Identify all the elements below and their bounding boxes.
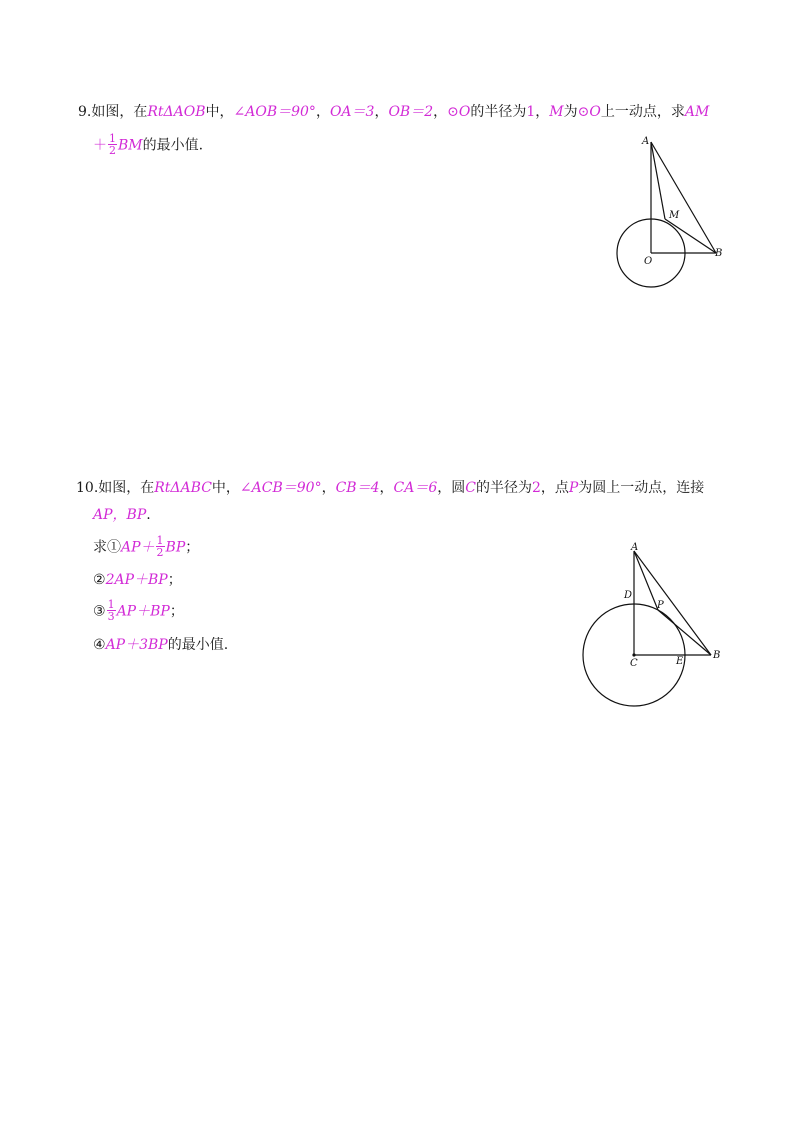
problem-9-ob: OB＝2 — [388, 104, 434, 120]
problem-9-on-circle: 为 — [563, 104, 578, 120]
question-4-prefix: ④ — [93, 637, 106, 653]
problem-9-mid: 中， — [205, 104, 234, 120]
problem-9-m-point: M — [549, 104, 564, 120]
separator: ， — [433, 104, 448, 120]
label-e: E — [676, 656, 684, 667]
problem-10-point-text: ，点 — [540, 480, 569, 496]
label-a: A — [642, 136, 650, 147]
problem-9-bm: BM — [118, 137, 143, 154]
question-1-end: ； — [185, 539, 200, 556]
problem-9-number: 9. — [78, 104, 92, 120]
question-1-prefix: 求① — [93, 539, 121, 556]
problem-10-angle: ∠ACB＝90° — [239, 480, 322, 496]
problem-10-question-3 — [93, 600, 184, 623]
problem-9-circle-2: ⊙O — [577, 104, 601, 120]
separator: ， — [535, 104, 550, 120]
segment-ab — [634, 551, 711, 655]
problem-9-fraction — [108, 133, 117, 156]
problem-10-triangle: RtΔABC — [154, 480, 212, 496]
problem-10-ap-bp: AP，BP — [93, 507, 147, 523]
fraction-numerator: 1 — [107, 598, 115, 611]
problem-10-ca: CA＝6 — [393, 480, 438, 496]
question-4-expression: AP＋3BP — [105, 637, 168, 653]
problem-9-am: AM — [684, 104, 710, 120]
problem-10-intro: 如图，在 — [98, 480, 155, 496]
problem-9-triangle: RtΔAOB — [147, 104, 206, 120]
label-o: O — [644, 256, 653, 267]
question-1-fraction — [156, 535, 165, 558]
question-2-end: ； — [167, 572, 182, 588]
question-1-ap: AP＋ — [121, 539, 155, 556]
problem-9-figure — [605, 132, 740, 297]
question-3-fraction — [107, 599, 116, 622]
label-a: A — [631, 542, 639, 553]
problem-10-question-1 — [93, 536, 199, 559]
question-3-prefix: ③ — [93, 603, 106, 620]
point-c — [632, 653, 635, 656]
problem-10-radius: 2 — [531, 480, 541, 496]
problem-10-radius-text: 的半径为 — [475, 480, 532, 496]
segment-mb — [665, 219, 716, 253]
separator: ， — [315, 104, 330, 120]
problem-10-number: 10. — [76, 480, 99, 496]
question-4-end: 的最小值. — [167, 637, 229, 653]
label-p: P — [657, 600, 664, 611]
question-2-expression: 2AP＋BP — [105, 572, 168, 588]
problem-10-line-1 — [76, 478, 704, 498]
problem-9-angle: ∠AOB＝90° — [233, 104, 316, 120]
problem-10-c: C — [465, 480, 476, 496]
question-2-prefix: ② — [93, 572, 106, 588]
problem-10-line-2 — [93, 505, 151, 525]
problem-10-period: . — [146, 507, 151, 523]
problem-9-line-2 — [93, 134, 203, 157]
problem-9-plus: ＋ — [93, 137, 107, 154]
problem-10-figure — [575, 538, 730, 713]
fraction-denominator: 3 — [107, 610, 115, 623]
fraction-numerator: 1 — [156, 534, 164, 547]
problem-10-cb: CB＝4 — [335, 480, 380, 496]
question-1-bp: BP — [165, 539, 186, 556]
fraction-denominator: 2 — [156, 546, 164, 559]
label-d: D — [624, 590, 633, 601]
label-b: B — [713, 650, 721, 661]
label-b: B — [715, 248, 723, 259]
separator: ， — [321, 480, 336, 496]
problem-10-moving: 为圆上一动点，连接 — [578, 480, 705, 496]
problem-9-oa: OA＝3 — [329, 104, 375, 120]
label-m: M — [669, 210, 680, 221]
problem-9-radius: 1 — [526, 104, 536, 120]
problem-9-radius-text: 的半径为 — [470, 104, 527, 120]
fraction-numerator: 1 — [109, 132, 116, 145]
question-3-expression: AP＋BP — [116, 603, 170, 620]
problem-10-question-2 — [93, 570, 182, 590]
problem-9-moving: 上一动点，求 — [600, 104, 685, 120]
problem-10-question-4 — [93, 635, 228, 655]
problem-10-p: P — [568, 480, 579, 496]
label-c: C — [630, 658, 638, 669]
separator: ， — [374, 104, 389, 120]
problem-10-circle-text: ，圆 — [437, 480, 466, 496]
separator: ， — [379, 480, 394, 496]
problem-9-line-1 — [78, 102, 709, 122]
question-3-end: ； — [169, 603, 184, 620]
problem-9-circle: ⊙O — [447, 104, 471, 120]
fraction-denominator: 2 — [109, 144, 116, 157]
problem-9-intro: 如图，在 — [91, 104, 148, 120]
problem-9-ending: 的最小值. — [142, 137, 204, 154]
problem-10-mid: 中， — [211, 480, 240, 496]
segment-ap — [634, 551, 658, 610]
